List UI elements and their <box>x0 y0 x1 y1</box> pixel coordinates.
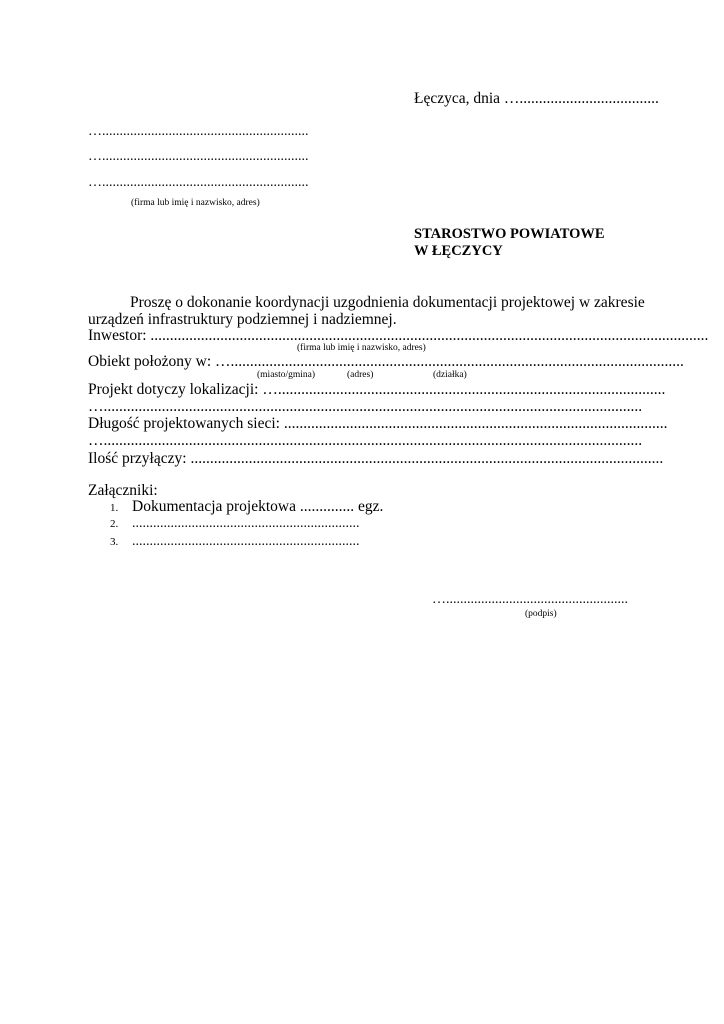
attachment-text: ................................................................. <box>132 516 360 531</box>
object-caption-city: (miasto/gmina) <box>257 370 316 380</box>
request-text-line-2: urządzeń infrastruktury podziemnej i nadziemnej. <box>88 311 397 328</box>
object-label: Obiekt położony w: <box>88 353 215 370</box>
length-field <box>88 415 668 433</box>
length-line-2: …........................................................................................................................................... <box>88 432 643 449</box>
sender-line-1: …........................................................... <box>88 124 309 139</box>
length-fill: ................................................................................................... <box>283 415 668 432</box>
location-line-2: …........................................................................................................................................... <box>88 398 643 415</box>
investor-label: Inwestor: <box>88 327 151 344</box>
location-fill: ….................................................................................................... <box>262 381 666 398</box>
sender-line-3: …........................................................... <box>88 175 309 190</box>
signature-line: ….................................................... <box>432 592 628 607</box>
request-text-line-1: Proszę o dokonanie koordynacji uzgodnienia dokumentacji projektowej w zakresie <box>130 294 645 311</box>
connections-fill: .......................................................................................................................... <box>190 450 664 467</box>
attachment-item-3 <box>110 534 360 550</box>
connections-field <box>88 450 664 468</box>
attachment-number: 2. <box>110 518 119 530</box>
object-caption-plot: (działka) <box>433 370 467 380</box>
connections-label: Ilość przyłączy: <box>88 450 191 467</box>
investor-fill: ................................................................................................................................................ <box>150 327 709 344</box>
attachment-text: Dokumentacja projektowa .............. egz. <box>132 498 384 515</box>
investor-caption: (firma lub imię i nazwisko, adres) <box>297 343 426 353</box>
object-fill: …..................................................................................................................... <box>215 353 684 370</box>
sender-line-2: …........................................................... <box>88 149 309 164</box>
location-label: Projekt dotyczy lokalizacji: <box>88 381 263 398</box>
addressee-line-2: W ŁĘCZYCY <box>414 243 503 259</box>
attachments-title: Załączniki: <box>88 482 158 499</box>
attachment-item-2 <box>110 516 360 532</box>
object-field <box>88 353 684 371</box>
attachment-item-1 <box>110 498 383 517</box>
length-label: Długość projektowanych sieci: <box>88 415 284 432</box>
location-field <box>88 381 666 399</box>
sender-caption: (firma lub imię i nazwisko, adres) <box>131 198 260 208</box>
place-date-line: Łęczyca, dnia ….................................... <box>414 90 659 107</box>
object-caption-address: (adres) <box>347 370 374 380</box>
attachment-number: 1. <box>110 502 119 514</box>
signature-caption: (podpis) <box>525 609 557 619</box>
attachment-number: 3. <box>110 536 119 548</box>
attachment-text: ................................................................. <box>132 534 360 549</box>
addressee-line-1: STAROSTWO POWIATOWE <box>414 226 605 242</box>
